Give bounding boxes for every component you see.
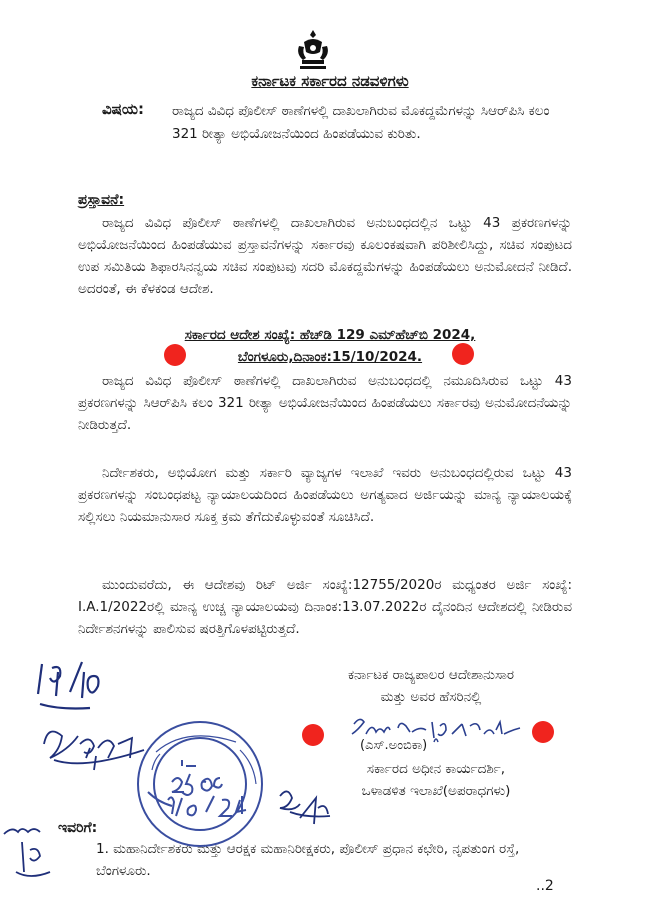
order-number xyxy=(0,324,660,368)
designation-line-1: ಸರ್ಕಾರದ ಅಧೀನ ಕಾರ್ಯದರ್ಶಿ, xyxy=(366,761,506,777)
order-paragraph-1: ರಾಜ್ಯದ ವಿವಿಧ ಪೊಲೀಸ್ ಠಾಣೆಗಳಲ್ಲಿ ದಾಖಲಾಗಿರುವ ಅನುಬಂಧದಲ್ಲಿ ನಮೂದಿಸಿರುವ ಒಟ್ಟು 43 ಪ್ರಕರಣಗಳನ್ನು ಸಿಆರ್‌ಪಿಸಿ ಕಲಂ 321 ರೀತ್ಯಾ ಅಭಿಯೋಜನೆಯಿಂದ ಹಿಂಪಡೆಯಲು ಸರ್ಕಾರವು ಅನುಮೋದನೆಯನ್ನು ನೀಡಿರುತ್ತದೆ. xyxy=(78,373,572,433)
order-date-line: ಬೆಂಗಳೂರು,ದಿನಾಂಕ:15/10/2024. xyxy=(237,349,423,365)
authority-line-2: ಮತ್ತು ಅವರ ಹೆಸರಿನಲ್ಲಿ xyxy=(380,689,482,705)
subject-text: ರಾಜ್ಯದ ವಿವಿಧ ಪೊಲೀಸ್ ಠಾಣೆಗಳಲ್ಲಿ ದಾಖಲಾಗಿರುವ ಮೊಕದ್ದಮೆಗಳನ್ನು ಸಿಆರ್‌ಪಿಸಿ ಕಲಂ 321 ರೀತ್ಯಾ ಅಭಿಯೋಜನೆಯಿಂದ ಹಿಂಪಡೆಯುವ ಕುರಿತು. xyxy=(172,103,550,142)
recipients-label: ಇವರಿಗೆ: xyxy=(58,820,98,836)
redaction-dot xyxy=(452,343,474,365)
margin-signature xyxy=(4,829,50,876)
order-paragraph-3: ಮುಂದುವರೆದು, ಈ ಆದೇಶವು ರಿಟ್ ಅರ್ಜಿ ಸಂಖ್ಯೆ:12755/2020ರ ಮಧ್ಯಂತರ ಅರ್ಜಿ ಸಂಖ್ಯೆ: I.A.1/2022ರಲ್ಲಿ ಮಾನ್ಯ ಉಚ್ಚ ನ್ಯಾಯಾಲಯವು ದಿನಾಂಕ:13.07.2022ರ ದೈನಂದಿನ ಆದೇಶದಲ್ಲಿ ನೀಡಿರುವ ನಿರ್ದೇಶನಗಳನ್ನು ಪಾಲಿಸುವ ಷರತ್ತಿಗೊಳಪಟ್ಟಿರುತ್ತದೆ. xyxy=(78,577,572,637)
preamble-title: ಪ್ರಸ್ತಾವನೆ: xyxy=(78,192,125,208)
official-initials xyxy=(44,732,144,771)
designation-line-2: ಒಳಾಡಳಿತ ಇಲಾಖೆ(ಅಪರಾಧಗಳು) xyxy=(361,783,511,799)
officer-signature xyxy=(352,719,520,738)
recipient-item: 1. ಮಹಾನಿರ್ದೇಶಕರು ಮತ್ತು ಆರಕ್ಷಕ ಮಹಾನಿರೀಕ್ಷಕರು, ಪೊಲೀಸ್ ಪ್ರಧಾನ ಕಛೇರಿ, ನೃಪತುಂಗ ರಸ್ತೆ, ಬೆಂಗಳೂರು. xyxy=(96,841,520,879)
signatory-name: (ಎಸ್.ಅಂಬಿಕಾ) xyxy=(360,738,428,753)
page-number: ..2 xyxy=(536,878,554,894)
stamp-border-text xyxy=(152,736,256,784)
subject-label: ವಿಷಯ: xyxy=(102,100,144,118)
document-header: ಕರ್ನಾಟಕ ಸರ್ಕಾರದ ನಡವಳಿಗಳು xyxy=(251,72,409,90)
authority-line-1: ಕರ್ನಾಟಕ ರಾಜ್ಯಪಾಲರ ಆದೇಶಾನುಸಾರ xyxy=(347,667,515,683)
redaction-dot xyxy=(302,724,324,746)
margin-date-note xyxy=(38,662,99,709)
redaction-dot xyxy=(164,344,186,366)
order-paragraph-2: ನಿರ್ದೇಶಕರು, ಅಭಿಯೋಗ ಮತ್ತು ಸರ್ಕಾರಿ ವ್ಯಾಜ್ಯಗಳ ಇಲಾಖೆ ಇವರು ಅನುಬಂಧದಲ್ಲಿರುವ ಒಟ್ಟು 43 ಪ್ರಕರಣಗಳನ್ನು ಸಂಬಂಧಪಟ್ಟ ನ್ಯಾಯಾಲಯದಿಂದ ಹಿಂಪಡೆಯಲು ಅಗತ್ಯವಾದ ಅರ್ಜಿಯನ್ನು ಮಾನ್ಯ ನ್ಯಾಯಾಲಯಕ್ಕೆ ಸಲ್ಲಿಸಲು ನಿಯಮಾನುಸಾರ ಸೂಕ್ತ ಕ್ರಮ ತೆಗೆದುಕೊಳ್ಳುವಂತೆ ಸೂಚಿಸಿದೆ. xyxy=(78,465,572,525)
preamble-paragraph: ರಾಜ್ಯದ ವಿವಿಧ ಪೊಲೀಸ್ ಠಾಣೆಗಳಲ್ಲಿ ದಾಖಲಾಗಿರುವ ಅನುಬಂಧದಲ್ಲಿನ ಒಟ್ಟು 43 ಪ್ರಕರಣಗಳನ್ನು ಅಭಿಯೋಜನೆಯಿಂದ ಹಿಂಪಡೆಯುವ ಪ್ರಸ್ತಾವನೆಗಳನ್ನು ಸರ್ಕಾರವು ಕೂಲಂಕಷವಾಗಿ ಪರಿಶೀಲಿಸಿದ್ದು, ಸಚಿವ ಸಂಪುಟದ ಉಪ ಸಮಿತಿಯ ಶಿಫಾರಸಿನನ್ವಯ ಸಚಿವ ಸಂಪುಟವು ಸದರಿ ಮೊಕದ್ದಮೆಗಳನ್ನು ಹಿಂಪಡೆಯಲು ಅನುಮೋದನೆ ನೀಡಿದೆ. ಅದರಂತೆ, ಈ ಕೆಳಕಂಡ ಆದೇಶ. xyxy=(78,215,572,297)
signature-date xyxy=(434,739,438,742)
signatory-designation xyxy=(296,758,576,802)
state-emblem-icon xyxy=(294,28,332,72)
order-number-line: ಸರ್ಕಾರದ ಆದೇಶ ಸಂಖ್ಯೆ: ಹೆಚ್‌ಡಿ 129 ಎಮ್‌ಹೆಚ್‌ಬಿ 2024, xyxy=(184,327,476,343)
signature-authority xyxy=(286,664,576,708)
redaction-dot xyxy=(532,721,554,743)
inward-stamp xyxy=(138,722,262,846)
